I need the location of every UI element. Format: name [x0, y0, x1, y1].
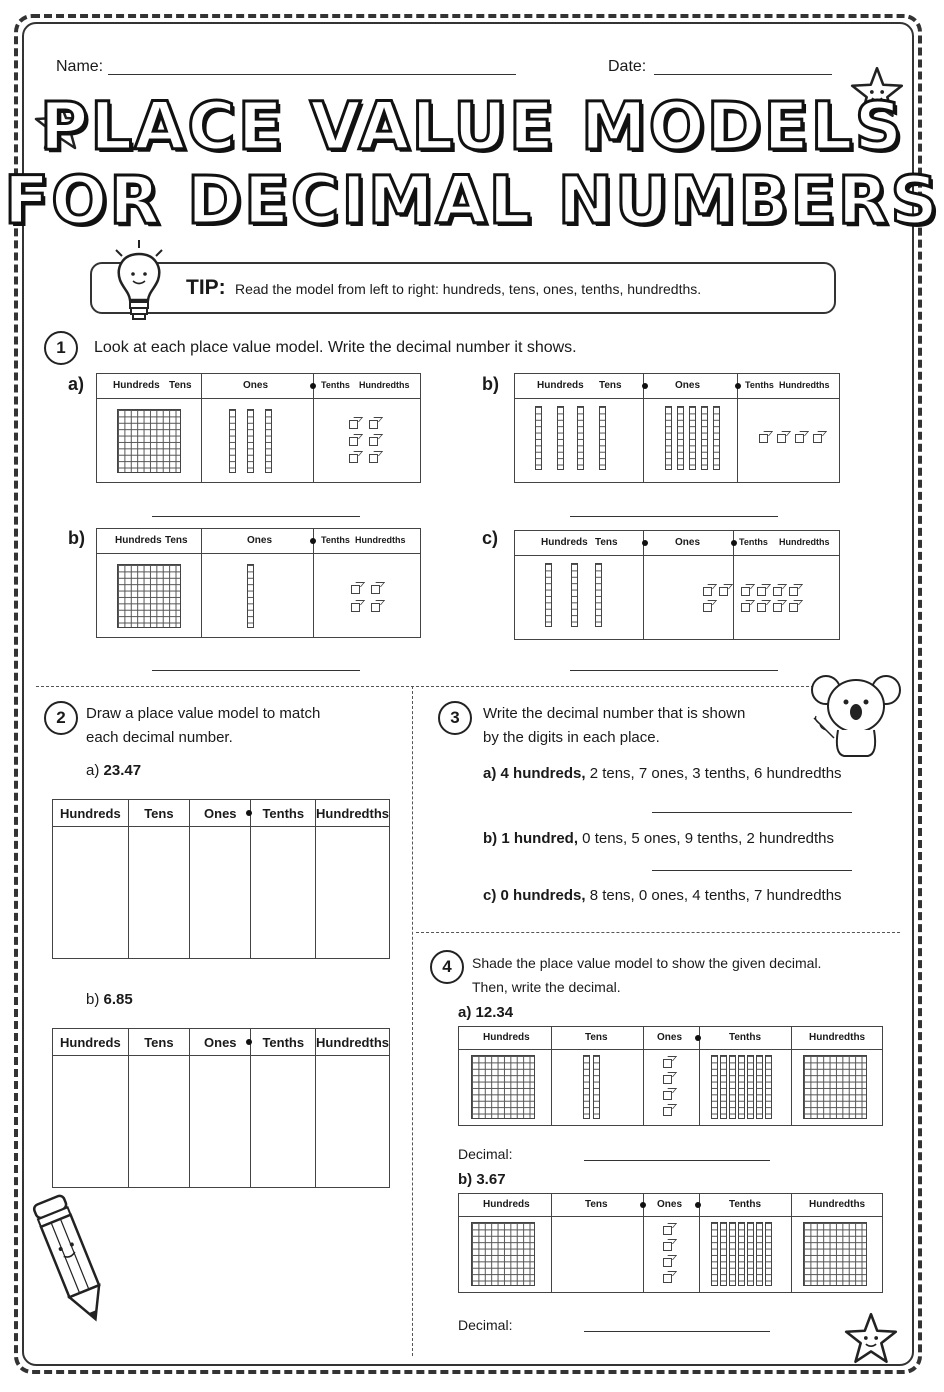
ten-rod [577, 406, 584, 470]
item-b: b) 3.67 [458, 1171, 506, 1188]
hundred-flat[interactable] [471, 1055, 535, 1119]
unit-cube [369, 454, 378, 463]
place-value-model: Hundreds Tens Ones Tenths Hundredths [96, 373, 421, 483]
unit-cube [371, 585, 380, 594]
answer-line[interactable] [570, 670, 778, 671]
question-1-number: 1 [44, 331, 78, 365]
ten-rod [545, 563, 552, 627]
tenth-rod[interactable] [756, 1055, 763, 1119]
ten-rod [595, 563, 602, 627]
tenth-rod[interactable] [738, 1055, 745, 1119]
answer-line[interactable] [570, 516, 778, 517]
ten-rod [265, 409, 272, 473]
unit-cube [369, 437, 378, 446]
item-b: b) 6.85 [86, 991, 133, 1008]
section-divider [36, 686, 814, 687]
ten-rod [665, 406, 672, 470]
unit-cube[interactable] [663, 1242, 672, 1251]
decimal-point [246, 1039, 252, 1045]
model-label: b) [482, 374, 499, 394]
unit-cube [777, 434, 786, 443]
tenth-rod[interactable] [720, 1222, 727, 1286]
tenth-rod[interactable] [711, 1055, 718, 1119]
tenth-rod[interactable] [765, 1055, 772, 1119]
question-3-prompt: Write the decimal number that is shown by the digits in each place. [483, 705, 746, 746]
tenth-rod[interactable] [756, 1222, 763, 1286]
unit-cube [757, 603, 766, 612]
tenth-rod[interactable] [711, 1222, 718, 1286]
decimal-answer-line[interactable] [584, 1160, 770, 1161]
drawing-table[interactable]: Hundreds Tens Ones Tenths Hundredths [52, 799, 390, 959]
unit-cube [795, 434, 804, 443]
model-label: a) [68, 374, 85, 394]
page-title-line-1: PLACE VALUE MODELS [39, 88, 905, 165]
hundred-flat[interactable] [471, 1222, 535, 1286]
model-label: b) [68, 528, 85, 548]
hundredths-grid[interactable] [803, 1222, 867, 1286]
unit-cube[interactable] [663, 1274, 672, 1283]
unit-cube [741, 603, 750, 612]
lightbulb-icon [104, 236, 174, 328]
place-value-model: Hundreds Tens Ones Tenths Hundredths [514, 530, 840, 640]
page-title-line-2: FOR DECIMAL NUMBERS [4, 162, 940, 239]
unit-cube [349, 420, 358, 429]
ten-rod[interactable] [593, 1055, 600, 1119]
ten-rod [571, 563, 578, 627]
shading-model[interactable]: Hundreds Tens Ones Tenths Hundredths [458, 1026, 883, 1126]
unit-cube [789, 603, 798, 612]
ten-rod [247, 409, 254, 473]
item-a: a) 23.47 [86, 762, 142, 779]
tenth-rod[interactable] [747, 1222, 754, 1286]
answer-line[interactable] [152, 516, 360, 517]
section-divider [416, 932, 900, 933]
unit-cube [773, 603, 782, 612]
unit-cube [789, 587, 798, 596]
unit-cube [371, 603, 380, 612]
ten-rod [701, 406, 708, 470]
decimal-label: Decimal: [458, 1146, 513, 1162]
name-label: Name: [56, 58, 104, 75]
date-label: Date: [608, 58, 647, 75]
decimal-point [246, 810, 252, 816]
unit-cube [719, 587, 728, 596]
answer-line[interactable] [652, 870, 852, 871]
star-icon [838, 1308, 904, 1370]
answer-line[interactable] [152, 670, 360, 671]
unit-cube[interactable] [663, 1091, 672, 1100]
item-a: a) 4 hundreds, 2 tens, 7 ones, 3 tenths, 6 hundredths [483, 765, 842, 782]
section-divider [412, 686, 413, 1356]
decimal-label: Decimal: [458, 1317, 513, 1333]
ten-rod [557, 406, 564, 470]
tip-label: TIP: [186, 276, 226, 299]
question-4-prompt: Shade the place value model to show the given decimal. Then, write the decimal. [472, 955, 822, 995]
unit-cube [757, 587, 766, 596]
ten-rod [535, 406, 542, 470]
tenth-rod[interactable] [747, 1055, 754, 1119]
unit-cube [703, 603, 712, 612]
name-field[interactable] [108, 74, 516, 75]
ten-rod [713, 406, 720, 470]
tip-text: Read the model from left to right: hundreds, tens, ones, tenths, hundredths. [235, 281, 702, 297]
item-c: c) 0 hundreds, 8 tens, 0 ones, 4 tenths, 7 hundredths [483, 887, 842, 904]
tenth-rod[interactable] [720, 1055, 727, 1119]
question-2-number: 2 [44, 701, 78, 735]
question-4-number: 4 [430, 950, 464, 984]
decimal-answer-line[interactable] [584, 1331, 770, 1332]
shading-model[interactable]: Hundreds Tens Ones Tenths Hundredths [458, 1193, 883, 1293]
ten-rod [677, 406, 684, 470]
unit-cube [349, 454, 358, 463]
ten-rod [229, 409, 236, 473]
place-value-model: Hundreds Tens Ones Tenths Hundredths [514, 373, 840, 483]
date-field[interactable] [654, 74, 832, 75]
unit-cube[interactable] [663, 1107, 672, 1116]
unit-cube[interactable] [663, 1075, 672, 1084]
ten-rod [689, 406, 696, 470]
unit-cube[interactable] [663, 1226, 672, 1235]
hundred-flat [117, 409, 181, 473]
unit-cube [703, 587, 712, 596]
unit-cube [349, 437, 358, 446]
unit-cube[interactable] [663, 1258, 672, 1267]
pencil-icon [30, 1186, 110, 1332]
unit-cube [813, 434, 822, 443]
question-1-prompt: Look at each place value model. Write the decimal number it shows. [94, 339, 577, 356]
hundred-flat [117, 564, 181, 628]
unit-cube [351, 585, 360, 594]
hundredths-grid[interactable] [803, 1055, 867, 1119]
question-3-number: 3 [438, 701, 472, 735]
ten-rod[interactable] [583, 1055, 590, 1119]
drawing-table[interactable]: Hundreds Tens Ones Tenths Hundredths [52, 1028, 390, 1188]
answer-line[interactable] [652, 812, 852, 813]
ten-rod [247, 564, 254, 628]
unit-cube [351, 603, 360, 612]
koala-icon [808, 668, 904, 760]
ten-rod [599, 406, 606, 470]
tenth-rod[interactable] [729, 1055, 736, 1119]
unit-cube[interactable] [663, 1059, 672, 1068]
question-2-prompt: Draw a place value model to match each decimal number. [86, 705, 321, 746]
item-b: b) 1 hundred, 0 tens, 5 ones, 9 tenths, 2 hundredths [483, 830, 835, 847]
unit-cube [369, 420, 378, 429]
unit-cube [759, 434, 768, 443]
unit-cube [741, 587, 750, 596]
tenth-rod[interactable] [738, 1222, 745, 1286]
model-label: c) [482, 528, 499, 548]
place-value-model: Hundreds Tens Ones Tenths Hundredths [96, 528, 421, 638]
tenth-rod[interactable] [729, 1222, 736, 1286]
item-a: a) 12.34 [458, 1004, 514, 1021]
tenth-rod[interactable] [765, 1222, 772, 1286]
unit-cube [773, 587, 782, 596]
